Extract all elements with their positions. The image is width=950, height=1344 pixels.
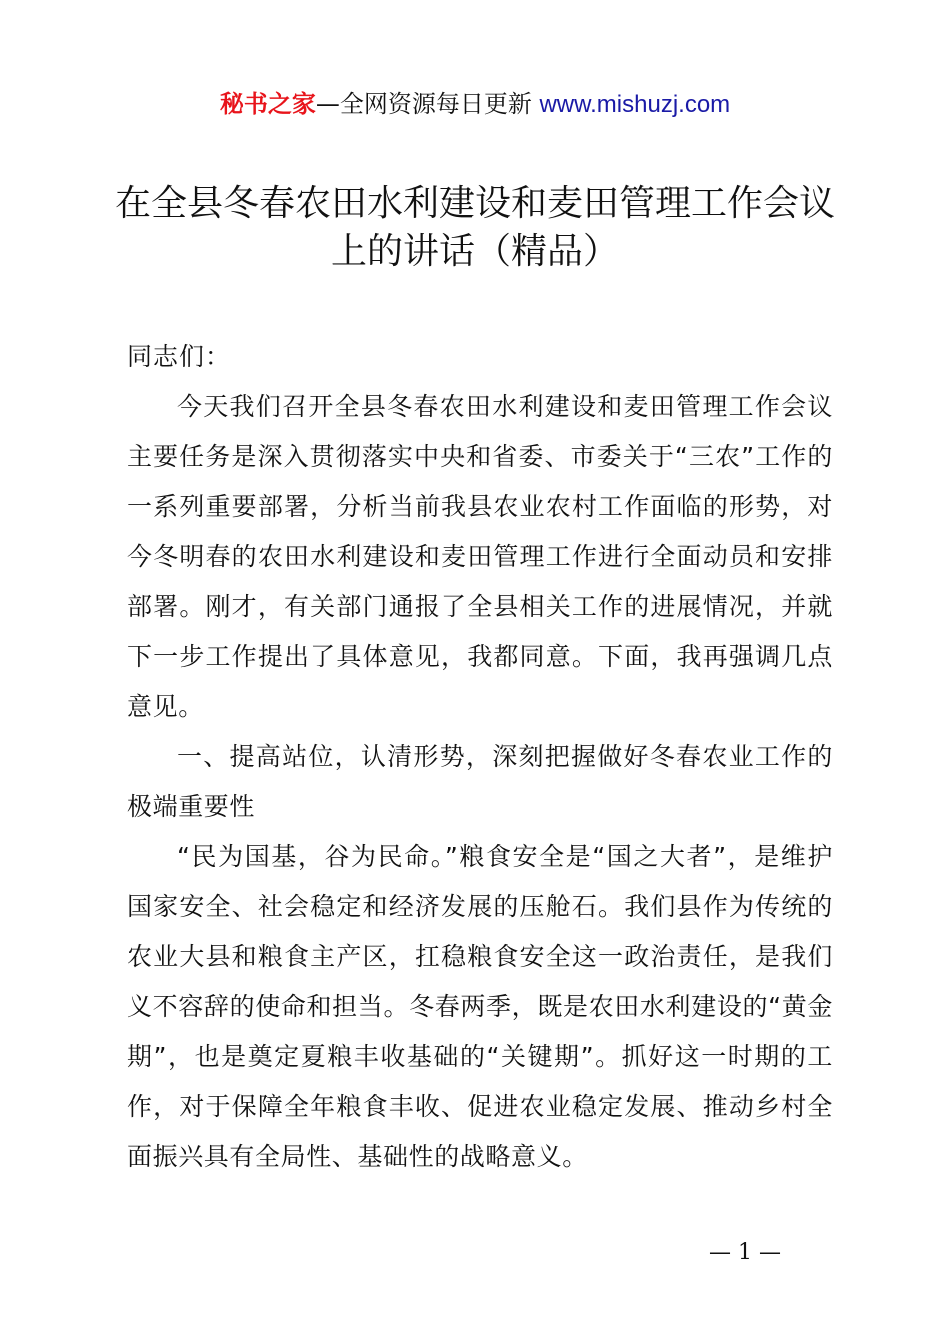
site-url-link[interactable]: www.mishuzj.com (539, 91, 731, 118)
document-body (127, 332, 833, 1182)
title-line-1: 在全县冬春农田水利建设和麦田管理工作会议 (114, 183, 835, 224)
paragraph-intro: 今天我们召开全县冬春农田水利建设和麦田管理工作会议主要任务是深入贯彻落实中央和省委、市委关于“三农”工作的一系列重要部署，分析当前我县农业农村工作面临的形势，对今冬明春的农田水利建设和麦田管理工作进行全面动员和安排部署。刚才，有关部门通报了全县相关工作的进展情况，并就下一步工作提出了具体意见，我都同意。下面，我再强调几点意见。 (127, 392, 833, 721)
document-title (110, 180, 840, 276)
brand-name: 秘书之家 (219, 90, 316, 118)
salutation: 同志们： (127, 342, 232, 371)
site-header (0, 86, 950, 123)
section-heading-1: 一、提高站位，认清形势，深刻把握做好冬春农业工作的极端重要性 (127, 742, 833, 821)
title-line-2: 上的讲话（精品） (330, 231, 619, 272)
header-tagline: —全网资源每日更新 (315, 90, 540, 118)
page-number: — 1 — (709, 1240, 781, 1265)
paragraph-food-security: “民为国基，谷为民命。”粮食安全是“国之大者”，是维护国家安全、社会稳定和经济发展的压舱石。我们县作为传统的农业大县和粮食主产区，扛稳粮食安全这一政治责任，是我们义不容辞的使命和担当。冬春两季，既是农田水利建设的“黄金期”，也是奠定夏粮丰收基础的“关键期”。抓好这一时期的工作，对于保障全年粮食丰收、促进农业稳定发展、推动乡村全面振兴具有全局性、基础性的战略意义。 (127, 842, 833, 1171)
